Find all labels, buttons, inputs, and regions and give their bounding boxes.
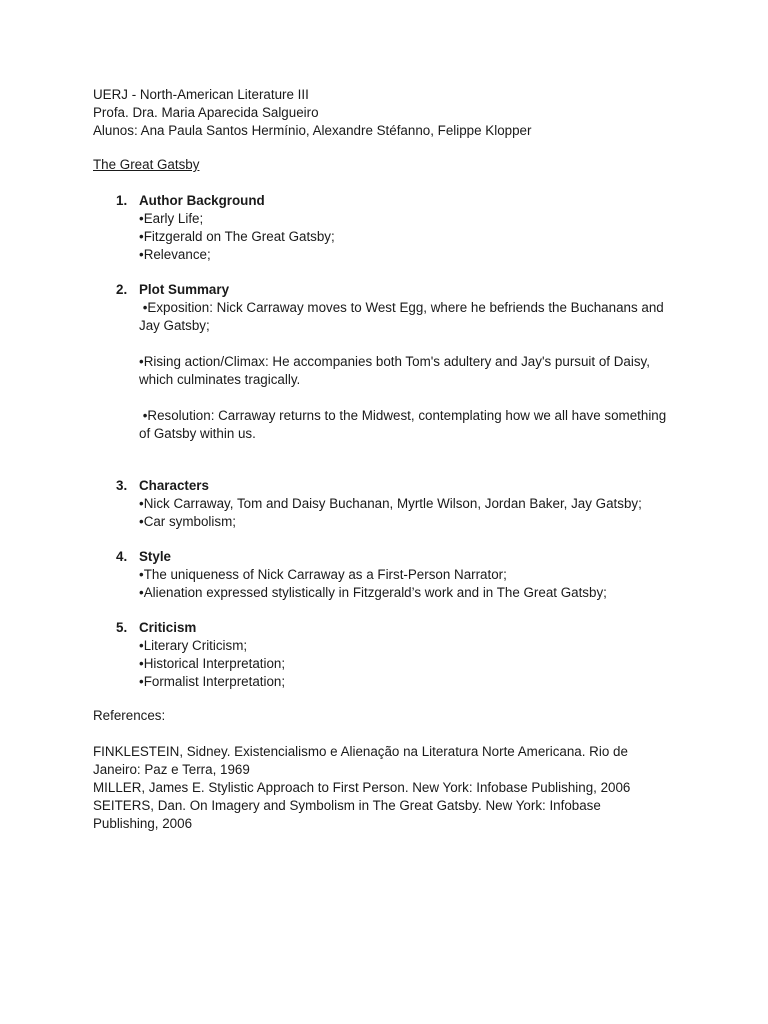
plot-paragraph: •Resolution: Carraway returns to the Midwest, contemplating how we all have something of Gatsby within us. xyxy=(139,408,670,441)
list-item: •Alienation expressed stylistically in Fitzgerald’s work and in The Great Gatsby; xyxy=(139,585,607,600)
list-item: •Early Life; xyxy=(139,211,204,226)
section-number: 4. xyxy=(116,549,128,564)
section-criticism xyxy=(93,619,693,691)
list-item: •Relevance; xyxy=(139,247,211,262)
list-item: •Historical Interpretation; xyxy=(139,656,286,671)
plot-paragraph: •Rising action/Climax: He accompanies both Tom's adultery and Jay's pursuit of Daisy, which culminates tragically. xyxy=(139,354,650,387)
spacer xyxy=(93,602,693,619)
section-number: 5. xyxy=(116,620,128,635)
section-title: Author Background xyxy=(139,193,265,208)
section-number: 1. xyxy=(116,193,128,208)
document-page xyxy=(93,86,693,833)
list-item: •The uniqueness of Nick Carraway as a First-Person Narrator; xyxy=(139,567,507,582)
document-title: The Great Gatsby xyxy=(93,157,200,172)
section-title: Plot Summary xyxy=(139,282,230,297)
course-line: UERJ - North-American Literature III xyxy=(93,87,309,102)
section-title: Criticism xyxy=(139,620,197,635)
list-item: •Car symbolism; xyxy=(139,514,236,529)
section-number: 2. xyxy=(116,282,128,297)
spacer xyxy=(93,264,693,281)
professor-line: Profa. Dra. Maria Aparecida Salgueiro xyxy=(93,105,319,120)
spacer xyxy=(93,443,693,477)
outline-list xyxy=(93,192,693,691)
list-item: •Fitzgerald on The Great Gatsby; xyxy=(139,229,335,244)
plot-paragraph: •Exposition: Nick Carraway moves to West Egg, where he befriends the Buchanans and Jay Gatsby; xyxy=(139,300,668,333)
section-title: Style xyxy=(139,549,172,564)
section-number: 3. xyxy=(116,478,128,493)
section-style xyxy=(93,548,693,602)
section-author-background xyxy=(93,192,693,264)
students-line: Alunos: Ana Paula Santos Hermínio, Alexandre Stéfanno, Felippe Klopper xyxy=(93,123,532,138)
reference-entry: MILLER, James E. Stylistic Approach to First Person. New York: Infobase Publishing, 2006 xyxy=(93,780,631,795)
references-section xyxy=(93,707,693,833)
references-heading: References: xyxy=(93,708,166,723)
list-item: •Formalist Interpretation; xyxy=(139,674,286,689)
list-item: •Literary Criticism; xyxy=(139,638,248,653)
reference-entry: FINKLESTEIN, Sidney. Existencialismo e Alienação na Literatura Norte Americana. Rio de Janeiro: Paz e Terra, 1969 xyxy=(93,744,628,777)
section-plot-summary xyxy=(93,281,693,443)
reference-entry: SEITERS, Dan. On Imagery and Symbolism in The Great Gatsby. New York: Infobase Publishing, 2006 xyxy=(93,798,601,831)
section-title: Characters xyxy=(139,478,209,493)
section-characters xyxy=(93,477,693,531)
list-item: •Nick Carraway, Tom and Daisy Buchanan, Myrtle Wilson, Jordan Baker, Jay Gatsby; xyxy=(139,496,642,511)
spacer xyxy=(93,531,693,548)
